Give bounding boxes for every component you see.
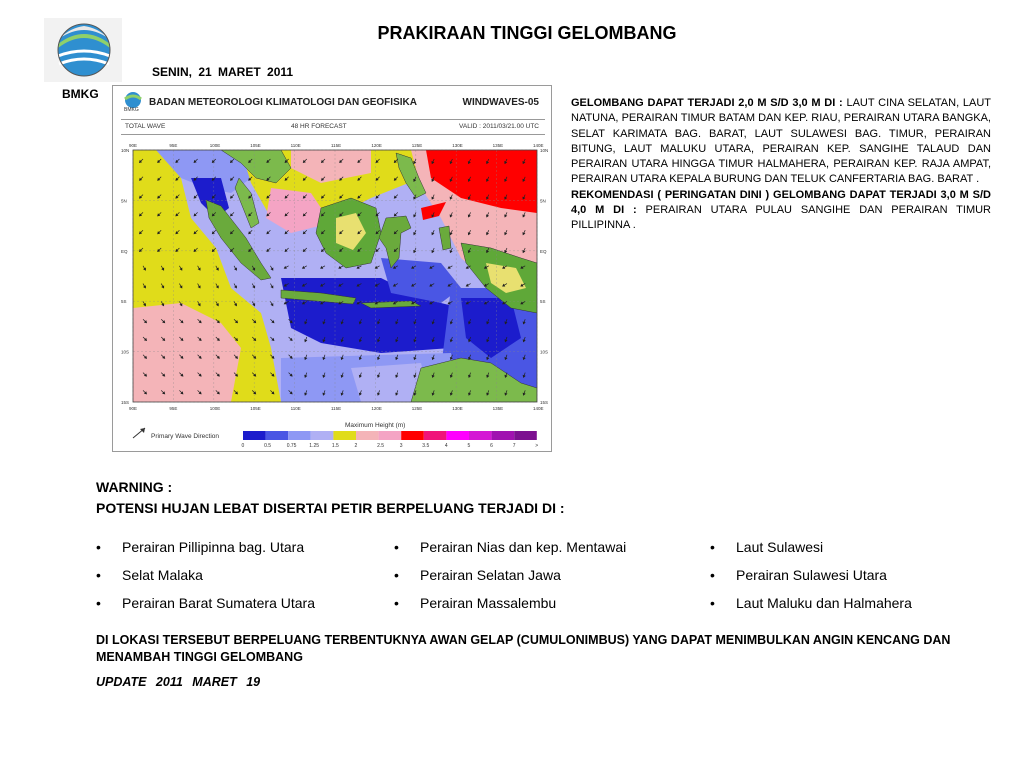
legend-tick-label: 0 (241, 443, 245, 449)
warning-column-1 (96, 533, 315, 617)
lat-label-right: 15S (540, 400, 549, 405)
list-item (394, 589, 626, 617)
lat-label-left: 10N (121, 148, 130, 153)
list-item (96, 561, 315, 589)
list-item-text: Selat Malaka (122, 567, 203, 583)
lon-label-top: 90E (129, 143, 138, 148)
lon-label-top: 135E (492, 143, 504, 148)
legend-swatch (311, 431, 334, 440)
lon-label-bottom: 110E (290, 406, 301, 411)
lat-label-left: 15S (121, 400, 130, 405)
update-label: UPDATE 2011 MARET 19 (96, 675, 261, 689)
lon-label-bottom: 90E (129, 406, 138, 411)
legend-tick-label: 5 (467, 443, 471, 449)
wave-forecast-description (571, 96, 991, 234)
legend-tick-label: 4 (444, 443, 448, 449)
wave-height-map (121, 138, 549, 413)
legend-swatch (424, 431, 447, 440)
lead-2-3m: GELOMBANG DAPAT TERJADI 2,0 M S/D 3,0 M DI : (571, 97, 843, 109)
bullet: • (394, 595, 399, 611)
lon-label-top: 140E (533, 143, 544, 148)
bullet: • (394, 567, 399, 583)
product-name: WINDWAVES-05 (462, 97, 539, 108)
lon-label-bottom: 125E (411, 406, 423, 411)
list-item (394, 533, 626, 561)
lon-label-top: 125E (411, 143, 423, 148)
list-item (96, 533, 315, 561)
legend-tick-label: 1.5 (331, 443, 339, 449)
lon-label-top: 115E (331, 143, 342, 148)
legend-tick-label: 2.5 (377, 443, 385, 449)
logo-label: BMKG (62, 87, 99, 101)
list-item (96, 589, 315, 617)
bullet: • (710, 595, 715, 611)
legend-tick-label: 7 (512, 443, 516, 449)
wave-forecast-map-panel (112, 85, 552, 452)
list-item (394, 561, 626, 589)
wave-height-legend (243, 431, 543, 451)
list-item-text: Perairan Pillipinna bag. Utara (122, 539, 305, 555)
list-item-text: Perairan Sulawesi Utara (736, 567, 887, 583)
small-logo-label: BMKG (124, 107, 139, 113)
lat-label-left: 10S (121, 349, 130, 355)
lon-label-top: 110E (290, 143, 301, 148)
lead-early-warning: REKOMENDASI ( PERINGATAN DINI ) GELOMBANG DAPAT TERJADI 3,0 M S/D 4,0 M DI : (571, 188, 991, 217)
bullet: • (96, 539, 101, 555)
lon-label-bottom: 115E (331, 406, 342, 411)
list-item-text: Perairan Selatan Jawa (420, 567, 561, 583)
lon-label-top: 130E (452, 143, 463, 148)
lat-label-left: 5N (121, 198, 127, 204)
legend-tick-label: > (535, 443, 539, 449)
lon-label-top: 120E (371, 143, 382, 148)
areas-3-4m: PERAIRAN UTARA PULAU SANGIHE DAN PERAIRAN TIMUR PILLIPINNA . (571, 204, 991, 232)
bullet: • (96, 567, 101, 583)
legend-swatch (469, 431, 492, 440)
list-item-text: Perairan Barat Sumatera Utara (122, 595, 315, 611)
legend-swatch (333, 431, 356, 440)
lat-label-left: 5S (121, 299, 127, 305)
legend-tick-label: 0.75 (286, 443, 297, 449)
legend-swatch (356, 431, 379, 440)
lat-label-right: 10N (540, 148, 549, 153)
lon-label-top: 105E (250, 143, 261, 148)
legend-swatch (401, 431, 424, 440)
lon-label-bottom: 105E (250, 406, 261, 411)
wave-direction-arrow-icon (131, 426, 151, 440)
lat-label-right: 5N (540, 198, 546, 204)
lon-label-bottom: 120E (371, 406, 382, 411)
cumulonimbus-note: DI LOKASI TERSEBUT BERPELUANG TERBENTUKNYA AWAN GELAP (CUMULONIMBUS) YANG DAPAT MENIMBULKAN ANGIN KENCANG DAN MENAMBAH TINGGI GELOMBANG (96, 633, 951, 664)
list-item-text: Perairan Massalembu (420, 595, 557, 611)
legend-tick-label: 0.5 (264, 443, 272, 449)
lon-label-top: 100E (209, 143, 221, 148)
legend-swatch (266, 431, 289, 440)
legend-tick-label: 6 (490, 443, 493, 449)
page-title: PRAKIRAAN TINGGI GELOMBANG (377, 23, 677, 43)
map-subheader (121, 119, 545, 135)
lon-label-bottom: 130E (452, 406, 463, 411)
list-item-text: Laut Maluku dan Halmahera (736, 595, 912, 611)
list-item (710, 533, 912, 561)
forecast-date: SENIN, 21 MARET 2011 (152, 65, 294, 79)
legend-tick-label: 2 (354, 443, 358, 449)
list-item (710, 589, 912, 617)
legend-swatch (446, 431, 469, 440)
list-item (710, 561, 912, 589)
lon-label-top: 95E (169, 143, 178, 148)
legend-tick-label: 1.25 (309, 443, 320, 449)
legend-swatch (379, 431, 402, 440)
warning-label: WARNING : (96, 479, 173, 495)
warning-column-2 (394, 533, 626, 617)
warning-column-3 (710, 533, 912, 617)
list-item-text: Perairan Nias dan kep. Mentawai (420, 539, 627, 555)
legend-swatch (243, 431, 266, 440)
lat-label-right: EQ (540, 248, 547, 254)
bullet: • (710, 539, 715, 555)
lon-label-bottom: 140E (533, 406, 544, 411)
lat-label-right: 10S (540, 349, 549, 355)
lon-label-bottom: 100E (209, 406, 221, 411)
bullet: • (394, 539, 399, 555)
list-item-text: Laut Sulawesi (736, 539, 824, 555)
forecast-hours-label: 48 HR FORECAST (291, 123, 347, 130)
legend-tick-label: 3 (399, 443, 403, 449)
warning-subtitle: POTENSI HUJAN LEBAT DISERTAI PETIR BERPELUANG TERJADI DI : (96, 500, 565, 516)
legend-title: Maximum Height (m) (345, 422, 406, 429)
legend-swatch (492, 431, 515, 440)
lon-label-bottom: 95E (169, 406, 178, 411)
bullet: • (96, 595, 101, 611)
valid-time-label: VALID : 2011/03/21.00 UTC (459, 123, 539, 130)
lat-label-left: EQ (121, 248, 128, 254)
legend-swatch (288, 431, 311, 440)
total-wave-label: TOTAL WAVE (125, 123, 166, 130)
bullet: • (710, 567, 715, 583)
agency-name: BADAN METEOROLOGI KLIMATOLOGI DAN GEOFISIKA (149, 97, 417, 108)
areas-2-3m: LAUT CINA SELATAN, LAUT NATUNA, PERAIRAN TIMUR BATAM DAN KEP. RIAU, PERAIRAN UTARA BANGKA, SELAT KARIMATA BAG. BARAT, LAUT SULAWESI BAG. TIMUR, PERAIRAN BITUNG, LAUT MALUKU UTARA, PERAIRAN KEP. SANGIHE TALAUD DAN PERAIRAN UTARA HINGGA TIMUR HALMAHERA, PERAIRAN KEP. RAJA AMPAT, PERAIRAN UTARA KEPALA BURUNG DAN TELUK CANFERTARIA BAG. BARAT . (571, 97, 991, 186)
lon-label-bottom: 135E (492, 406, 504, 411)
lat-label-right: 5S (540, 299, 546, 305)
legend-swatch (514, 431, 537, 440)
legend-direction-label: Primary Wave Direction (151, 433, 220, 440)
map-header (113, 86, 551, 119)
legend-tick-label: 3.5 (422, 443, 430, 449)
